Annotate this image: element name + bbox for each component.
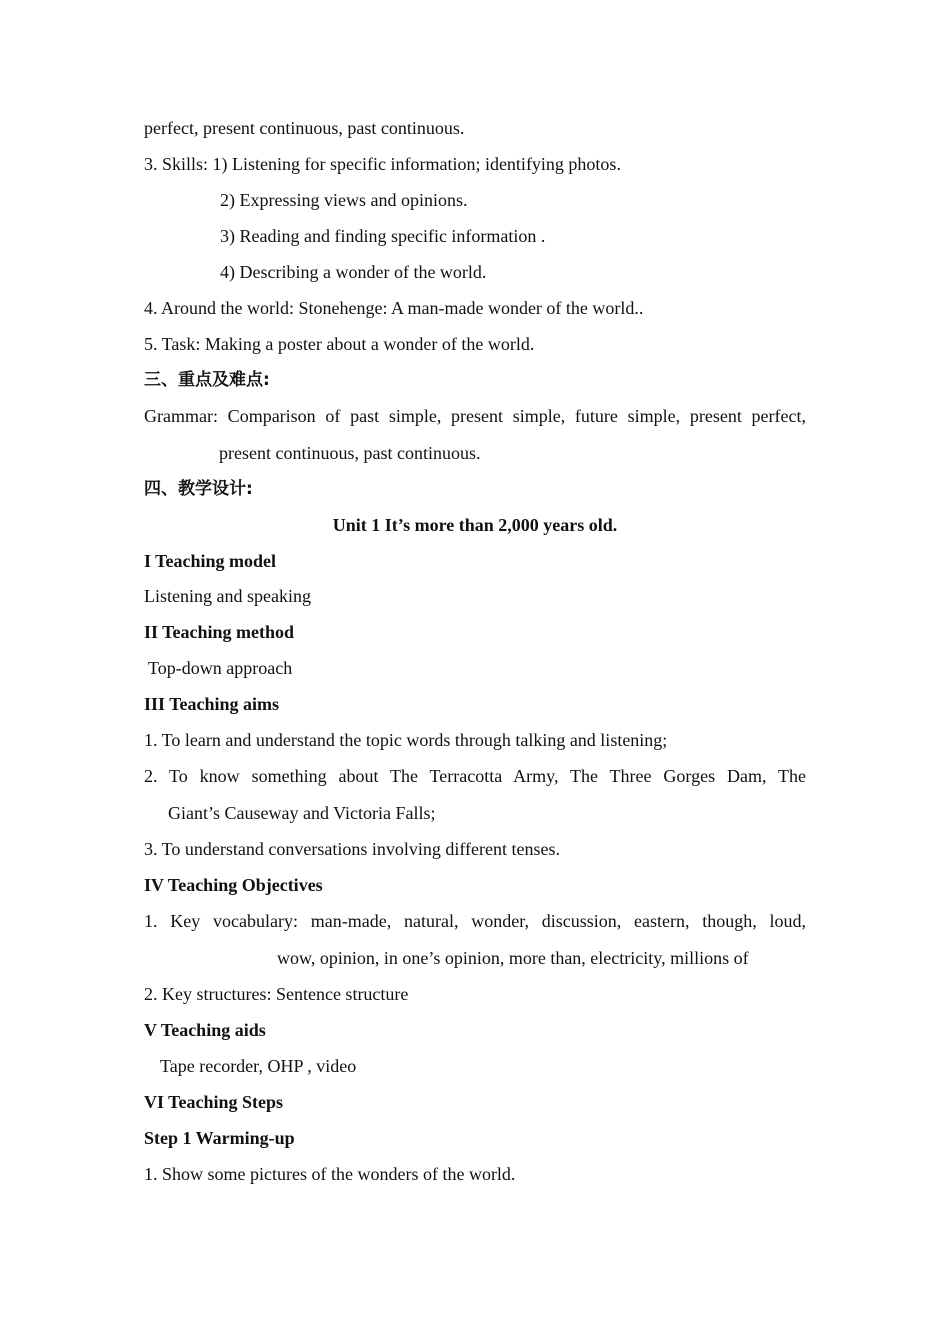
- list-item: 2. To know something about The Terracotta Army, The Three Gorges Dam, The: [144, 766, 806, 786]
- unit-title: Unit 1 It’s more than 2,000 years old.: [332, 515, 618, 535]
- step-heading: Step 1 Warming-up: [144, 1128, 295, 1148]
- list-item: 1. Key vocabulary: man-made, natural, wonder, discussion, eastern, though, loud,: [144, 911, 806, 931]
- section-heading: II Teaching method: [144, 622, 295, 642]
- section-heading: I Teaching model: [144, 551, 277, 571]
- section-heading: VI Teaching Steps: [144, 1092, 284, 1112]
- list-item: 3. To understand conversations involving different tenses.: [144, 839, 560, 859]
- section-heading: IV Teaching Objectives: [144, 875, 323, 895]
- list-item-continuation: Giant’s Causeway and Victoria Falls;: [168, 803, 436, 823]
- section-heading: 四、教学设计:: [144, 479, 253, 499]
- skills-item: 3) Reading and finding specific information .: [220, 226, 546, 246]
- grammar-continuation: present continuous, past continuous.: [219, 443, 481, 463]
- text-line: Tape recorder, OHP , video: [160, 1056, 357, 1076]
- text-line: perfect, present continuous, past continuous.: [144, 118, 465, 138]
- task-line: 5. Task: Making a poster about a wonder of the world.: [144, 334, 535, 354]
- section-heading: V Teaching aids: [144, 1020, 266, 1040]
- skills-line: 3. Skills: 1) Listening for specific information; identifying photos.: [144, 154, 621, 174]
- grammar-line: Grammar: Comparison of past simple, present simple, future simple, present perfect,: [144, 406, 806, 426]
- text-line: Top-down approach: [148, 658, 293, 678]
- list-item: 1. To learn and understand the topic words through talking and listening;: [144, 730, 668, 750]
- list-item-continuation: wow, opinion, in one’s opinion, more than, electricity, millions of: [277, 948, 749, 968]
- skills-item: 2) Expressing views and opinions.: [220, 190, 468, 210]
- list-item: 2. Key structures: Sentence structure: [144, 984, 409, 1004]
- section-heading: 三、重点及难点:: [144, 370, 270, 390]
- text-line: Listening and speaking: [144, 586, 311, 606]
- skills-item: 4) Describing a wonder of the world.: [220, 262, 487, 282]
- list-item: 1. Show some pictures of the wonders of the world.: [144, 1164, 516, 1184]
- section-heading: III Teaching aims: [144, 694, 280, 714]
- around-world-line: 4. Around the world: Stonehenge: A man-made wonder of the world..: [144, 298, 644, 318]
